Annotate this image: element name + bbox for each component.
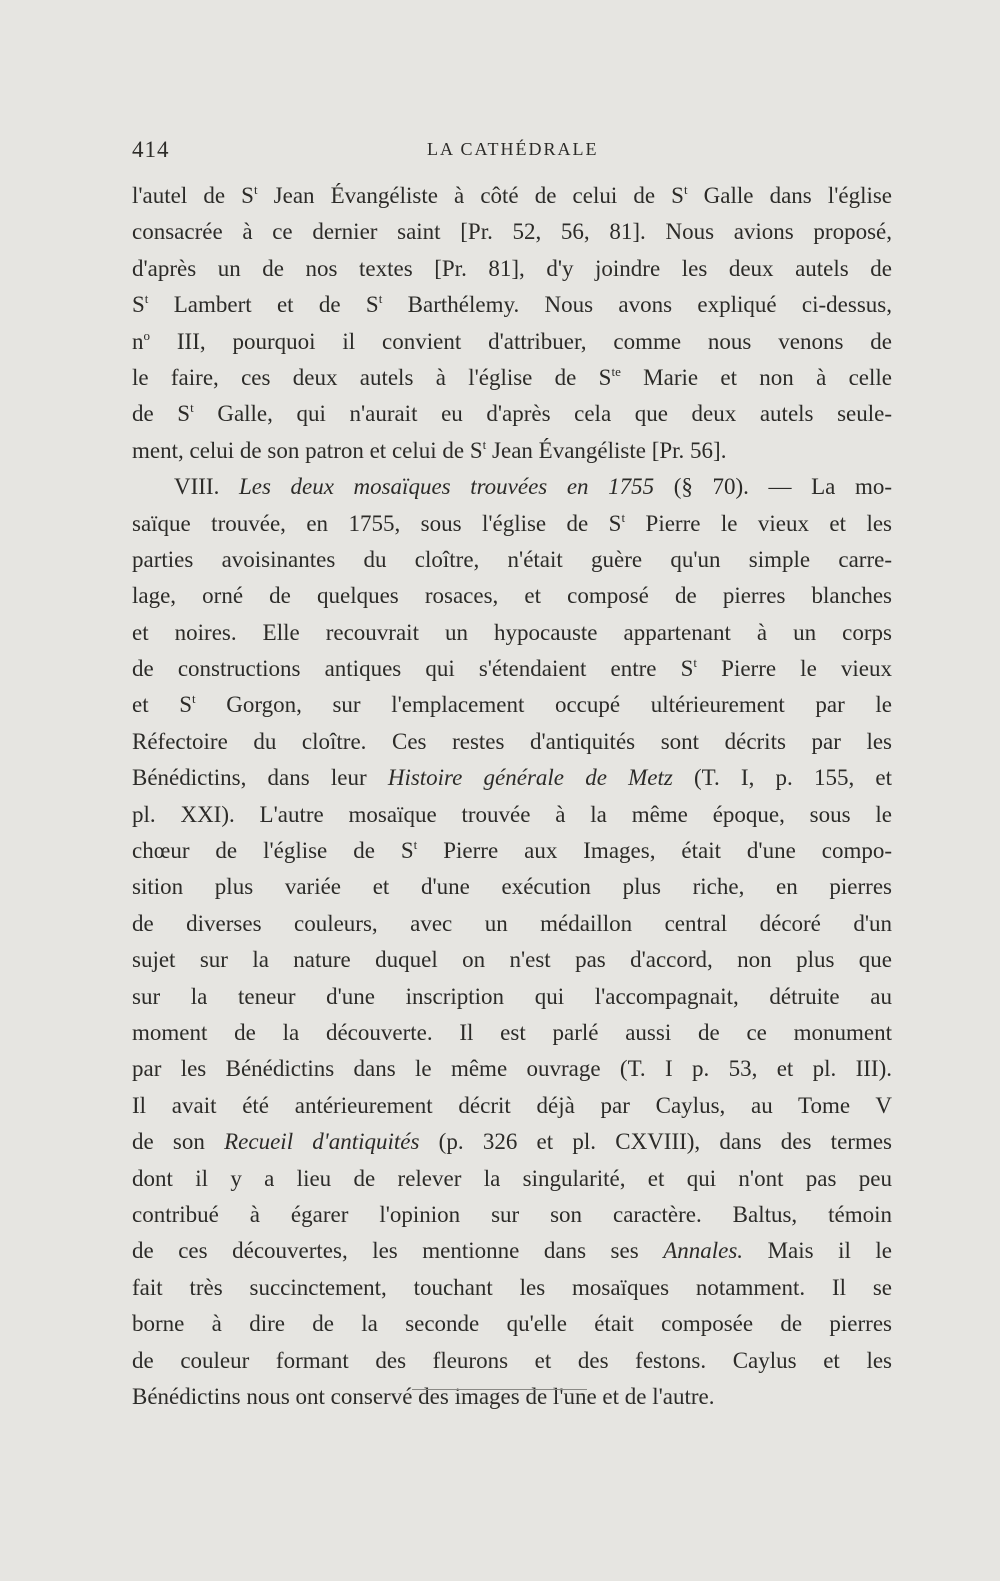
text-line — [132, 797, 892, 833]
superscript: t — [482, 436, 487, 452]
text-line — [132, 687, 892, 723]
text-line — [132, 251, 892, 287]
text-run: Pierre le vieux — [697, 656, 892, 682]
text-line — [132, 1051, 892, 1087]
text-run: Bénédictins, dans leur — [132, 765, 388, 791]
text-run: d'après un de nos textes [Pr. 81], d'y joindre les deux autels de — [132, 255, 892, 281]
superscript: o — [143, 327, 150, 343]
text-run: sujet sur la nature duquel on n'est pas d'accord, non plus que — [132, 947, 892, 973]
text-line — [132, 979, 892, 1015]
text-run: (p. 326 et pl. CXVIII), dans des termes — [419, 1129, 892, 1155]
text-line — [132, 1379, 892, 1415]
running-title: LA CATHÉDRALE — [427, 139, 599, 159]
superscript: t — [253, 182, 258, 197]
text-run: saïque trouvée, en 1755, sous l'église de S — [132, 510, 622, 536]
text-line — [132, 1233, 892, 1269]
text-line — [132, 1197, 892, 1233]
superscript: t — [190, 400, 194, 416]
text-run: Réfectoire du cloître. Ces restes d'antiquités sont décrits par les — [132, 728, 892, 754]
text-run: ment, celui de son patron et celui de S — [132, 437, 483, 463]
text-line — [132, 906, 892, 942]
text-run: l'autel de S — [132, 183, 254, 208]
text-run: pl. XXI). L'autre mosaïque trouvée à la même époque, sous le — [132, 801, 892, 827]
text-line — [132, 506, 892, 542]
text-run: de S — [132, 401, 191, 427]
body-text — [132, 178, 892, 1415]
text-run: et S — [132, 692, 193, 718]
text-run: Pierre le vieux et les — [625, 510, 892, 536]
text-line — [132, 469, 892, 505]
text-run: moment de la découverte. Il est parlé aussi de ce monument — [132, 1019, 892, 1045]
text-run: borne à dire de la seconde qu'elle était composée de pierres — [132, 1311, 892, 1337]
text-run: Jean Évangéliste [Pr. 56]. — [486, 437, 727, 463]
text-line — [132, 360, 892, 396]
text-line — [132, 1306, 892, 1342]
text-run: lage, orné de quelques rosaces, et composé de pierres blanches — [132, 583, 892, 609]
superscript: t — [621, 509, 626, 525]
text-run: (§ 70). — La mo- — [654, 474, 892, 500]
text-run: sur la teneur d'une inscription qui l'accompagnait, détruite au — [132, 983, 892, 1009]
text-run: III, pourquoi il convient d'attribuer, comme nous venons de — [150, 328, 892, 354]
page-number: 414 — [132, 137, 170, 162]
text-line — [132, 942, 892, 978]
text-run: n — [132, 328, 144, 354]
text-line — [132, 1088, 892, 1124]
text-line — [132, 178, 892, 214]
text-run: fait très succinctement, touchant les mosaïques notamment. Il se — [132, 1274, 892, 1300]
text-run: S — [132, 292, 145, 318]
text-run: consacrée à ce dernier saint [Pr. 52, 56, 81]. Nous avions proposé, — [132, 219, 892, 245]
text-run: Galle, qui n'aurait eu d'après cela que deux autels seule- — [193, 401, 893, 427]
text-run: (T. I, p. 155, et — [672, 765, 893, 791]
text-run: le faire, ces deux autels à l'église de S — [132, 364, 612, 390]
superscript: t — [378, 291, 383, 307]
text-run: chœur de l'église de S — [132, 838, 414, 864]
text-run: Barthélemy. Nous avons expliqué ci-dessus, — [382, 292, 892, 318]
text-run: de diverses couleurs, avec un médaillon central décoré d'un — [132, 910, 892, 936]
text-line — [132, 1270, 892, 1306]
text-run: Mais il le — [743, 1238, 892, 1264]
text-run: de ces découvertes, les mentionne dans ses — [132, 1238, 664, 1264]
text-run: VIII. — [174, 474, 239, 500]
page-header — [132, 137, 892, 171]
italic-title: Annales. — [663, 1238, 744, 1264]
superscript: te — [611, 363, 621, 379]
text-line — [132, 615, 892, 651]
text-run: contribué à égarer l'opinion sur son caractère. Baltus, témoin — [132, 1201, 892, 1227]
text-run: dont il y a lieu de relever la singularité, et qui n'ont pas peu — [132, 1165, 892, 1191]
text-line — [132, 869, 892, 905]
text-line — [132, 396, 892, 432]
italic-title: Histoire générale de Metz — [387, 765, 673, 791]
text-run: de constructions antiques qui s'étendaient entre S — [132, 656, 694, 682]
text-line — [132, 578, 892, 614]
text-line — [132, 1161, 892, 1197]
text-run: de couleur formant des fleurons et des festons. Caylus et les — [132, 1347, 892, 1373]
superscript: t — [413, 837, 418, 853]
text-run: parties avoisinantes du cloître, n'était guère qu'un simple carre- — [132, 546, 892, 572]
text-line — [132, 651, 892, 687]
text-line — [132, 287, 892, 323]
text-run: sition plus variée et d'une exécution plus riche, en pierres — [132, 874, 892, 900]
text-run: Lambert et de S — [148, 292, 379, 318]
text-line — [132, 760, 892, 796]
text-line — [132, 542, 892, 578]
text-run: Jean Évangéliste à côté de celui de S — [257, 183, 684, 208]
text-line — [132, 1343, 892, 1379]
italic-title: Recueil d'antiquités — [224, 1129, 420, 1155]
text-run: Gorgon, sur l'emplacement occupé ultérieurement par le — [195, 692, 893, 718]
superscript: t — [144, 291, 149, 307]
footer-rule — [412, 1389, 587, 1390]
superscript: t — [693, 655, 698, 671]
superscript: t — [192, 691, 196, 707]
text-run: Bénédictins nous ont conservé des images de l'une et de l'autre. — [132, 1383, 715, 1409]
superscript: t — [683, 182, 688, 197]
text-line — [132, 1015, 892, 1051]
text-run: Marie et non à celle — [620, 364, 892, 390]
text-run: Pierre aux Images, était d'une compo- — [417, 838, 892, 864]
text-run: Il avait été antérieurement décrit déjà par Caylus, au Tome V — [132, 1092, 892, 1118]
text-line — [132, 324, 892, 360]
text-run: Galle dans l'église — [687, 183, 893, 208]
text-line — [132, 214, 892, 250]
text-run: de son — [132, 1129, 225, 1155]
text-line — [132, 1124, 892, 1160]
italic-title: Les deux mosaïques trouvées en 1755 — [238, 474, 655, 500]
text-run: et noires. Elle recouvrait un hypocauste appartenant à un corps — [132, 619, 892, 645]
text-line — [132, 433, 892, 469]
text-line — [132, 724, 892, 760]
text-line — [132, 833, 892, 869]
text-run: par les Bénédictins dans le même ouvrage (T. I p. 53, et pl. III). — [132, 1056, 892, 1082]
